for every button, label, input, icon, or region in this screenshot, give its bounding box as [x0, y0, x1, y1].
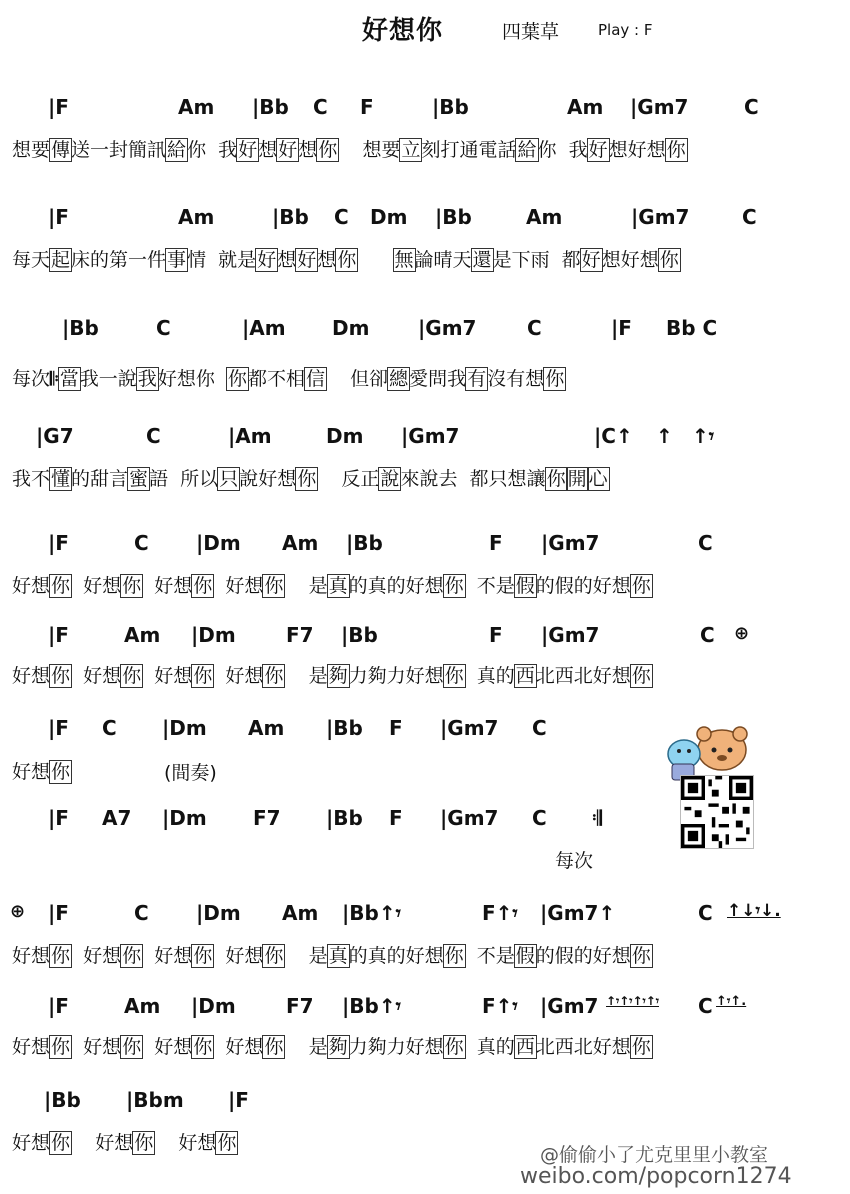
lyric-accent: 好 [257, 249, 277, 271]
chord: Am [248, 716, 285, 740]
lyric-line-11 [12, 1128, 237, 1155]
chord: F [389, 716, 403, 740]
chord: |F [48, 716, 69, 740]
chord: |Gm7↑ [540, 901, 616, 925]
chord: C [146, 424, 161, 448]
lyric-text: 每天 [12, 249, 51, 271]
chord: Am [282, 901, 319, 925]
lyric-accent: 蜜 [129, 468, 149, 490]
chord: |Bb [326, 716, 363, 740]
song-title: 好想你 [362, 16, 444, 46]
repeat-start-sign: 𝄆 [50, 369, 59, 390]
lyric-accent: 你 [337, 249, 357, 271]
lyric-text: 每次 [12, 368, 51, 390]
lyric-text: 好想 [225, 945, 264, 967]
lyric-text: 想好想 [608, 139, 666, 161]
lyric-text: 是 [308, 665, 328, 687]
chord: Am [282, 531, 319, 555]
lyric-text: 你 [187, 139, 207, 161]
lyric-text: 好想你 [157, 368, 215, 390]
lyric-text: 不是 [476, 945, 515, 967]
lyric-accent: 夠 [328, 1036, 348, 1058]
lyric-accent: 你 [545, 368, 565, 390]
chord: Am [567, 95, 604, 119]
chord-line-9 [0, 901, 850, 927]
qr-code [680, 775, 754, 849]
chord-line-6 [0, 623, 850, 649]
chord: C [698, 901, 713, 925]
lyric-accent: 你 [631, 945, 651, 967]
chord: C [742, 205, 757, 229]
chord: |F [48, 901, 69, 925]
lyric-accent: 我 [137, 368, 157, 390]
lyric-accent: 你 [227, 368, 247, 390]
chord: |Bb [346, 531, 383, 555]
lyric-text: 我 [218, 139, 238, 161]
lyric-text: 好想 [95, 1132, 134, 1154]
chord: |Gm7 [541, 531, 600, 555]
lyric-accent: 你 [264, 945, 284, 967]
chord: F↑𝄾 [482, 994, 518, 1018]
chord: |F [48, 994, 69, 1018]
chord: Bb C [666, 316, 718, 340]
lyric-accent: 你 [122, 945, 142, 967]
chord: C [700, 623, 715, 647]
chord: F7 [286, 994, 314, 1018]
chord: |Gm7 [401, 424, 460, 448]
lyric-text: 好想 [225, 575, 264, 597]
lyric-accent: 說 [380, 468, 400, 490]
lyric-accent: 你 [51, 1036, 71, 1058]
chord: F [489, 531, 503, 555]
chord: |Gm7 [630, 95, 689, 119]
chord: |G7 [36, 424, 74, 448]
lyric-text: 都 [561, 249, 581, 271]
lyric-text: 好想 [154, 575, 193, 597]
lyric-line-9 [12, 941, 652, 968]
lyric-text: 好想 [12, 1132, 51, 1154]
lyric-accent: 你 [134, 1132, 154, 1154]
lyric-accent: 你 [631, 575, 651, 597]
lyric-accent: 你 [122, 575, 142, 597]
lyric-text: 就是 [218, 249, 257, 271]
lyric-accent: 西 [515, 665, 535, 687]
lyric-text: 好想 [12, 1036, 51, 1058]
lyric-text: 好想 [83, 1036, 122, 1058]
lyric-accent: 你 [444, 665, 464, 687]
chord: |Dm [196, 531, 241, 555]
lyric-text: 想 [298, 139, 318, 161]
lyric-accent: 只 [219, 468, 239, 490]
chord: |Dm [196, 901, 241, 925]
lyric-text: 北西北好想 [535, 1036, 631, 1058]
chord: A7 [102, 806, 132, 830]
lyric-text: 我不 [12, 468, 51, 490]
chord: Am [178, 95, 215, 119]
lyric-text: 反正 [341, 468, 380, 490]
lyric-text: 說好想 [239, 468, 297, 490]
chord: |Am [242, 316, 286, 340]
lyric-accent: 假 [515, 945, 535, 967]
lyric-accent: 當 [59, 368, 79, 390]
lyric-accent: 你 [193, 945, 213, 967]
lyric-accent: 立 [401, 139, 421, 161]
chord: |Dm [191, 994, 236, 1018]
chord: |F [228, 1088, 249, 1112]
lyric-accent: 你 [444, 945, 464, 967]
lyric-text: 沒有想 [487, 368, 545, 390]
lyric-text: 但卻 [350, 368, 389, 390]
chord: |Bb [252, 95, 289, 119]
lyric-accent: 你 [193, 575, 213, 597]
lyric-accent: 給 [167, 139, 187, 161]
lyric-accent: 你 [444, 575, 464, 597]
lyric-accent: 你 [264, 665, 284, 687]
lyric-text: 好想 [225, 1036, 264, 1058]
lyric-accent: 你 [51, 1132, 71, 1154]
chord: Dm [370, 205, 408, 229]
chord: |Bb↑𝄾 [342, 994, 401, 1018]
lyric-text: 真的 [476, 1036, 515, 1058]
lyric-text: 語 [149, 468, 169, 490]
chord: C [334, 205, 349, 229]
lyric-text: 好想 [83, 945, 122, 967]
lyric-accent: 無 [394, 249, 414, 271]
chord: |F [611, 316, 632, 340]
chord: |Bbm [126, 1088, 184, 1112]
lyric-text: 的真的好想 [348, 945, 444, 967]
lyric-accent: 有 [467, 368, 487, 390]
chord: |F [48, 205, 69, 229]
lyric-text: 想 [277, 249, 297, 271]
lyric-accent: 開 [567, 468, 587, 490]
lyric-text: 床的第一件 [71, 249, 167, 271]
lyric-text: 好想 [178, 1132, 217, 1154]
lyric-accent: 你 [546, 468, 566, 490]
lyric-text: 力夠力好想 [348, 665, 444, 687]
lyric-accent: 起 [51, 249, 71, 271]
chord: F [489, 623, 503, 647]
chord: F [360, 95, 374, 119]
lyric-text: 想要 [362, 139, 401, 161]
chord: |Bb [326, 806, 363, 830]
chord: C [744, 95, 759, 119]
lyric-text: 好想 [12, 575, 51, 597]
chord: |Bb [62, 316, 99, 340]
lyric-accent: 你 [193, 665, 213, 687]
lyric-accent: 你 [51, 575, 71, 597]
lyric-accent: 好 [238, 139, 258, 161]
chord: C [134, 901, 149, 925]
lyric-accent: 你 [659, 249, 679, 271]
lyric-accent: 信 [305, 368, 325, 390]
lyric-text: 情 [187, 249, 207, 271]
chord: Am [124, 994, 161, 1018]
chord: |Bb [341, 623, 378, 647]
lyric-text: 想要 [12, 139, 51, 161]
chord: |Dm [162, 806, 207, 830]
chord-line-1 [0, 95, 850, 121]
lyric-text: 好想 [12, 665, 51, 687]
lyric-accent: 你 [318, 139, 338, 161]
play-key: Play : F [598, 21, 653, 39]
lyric-accent: 還 [472, 249, 492, 271]
lyric-text: 好想 [83, 665, 122, 687]
chord: F7 [286, 623, 314, 647]
lyric-text: 是下雨 [492, 249, 550, 271]
chord: C [156, 316, 171, 340]
watermark-url: weibo.com/popcorn1274 [520, 1164, 792, 1189]
chord: |Am [228, 424, 272, 448]
lyric-accent: 夠 [328, 665, 348, 687]
lyric-accent: 你 [51, 761, 71, 783]
chord: |C↑ [594, 424, 633, 448]
lyric-text: 想 [258, 139, 278, 161]
chord: C [698, 531, 713, 555]
lyric-text: 的真的好想 [348, 575, 444, 597]
lyric-line-2 [12, 245, 680, 272]
lyric-text: 論晴天 [414, 249, 472, 271]
lyric-text: 是 [308, 1036, 328, 1058]
chord: C [532, 716, 547, 740]
chord: Am [526, 205, 563, 229]
lyric-text: 都不相 [247, 368, 305, 390]
chord: C [313, 95, 328, 119]
chord-line-11 [0, 1088, 850, 1114]
repeat-end-sign: 𝄇 [592, 806, 602, 830]
lyric-text: 好想 [154, 945, 193, 967]
qr-pattern [681, 776, 753, 848]
lyric-text: 好想 [225, 665, 264, 687]
lyric-line-3 [12, 364, 565, 391]
lyric-text: 都只想讓 [469, 468, 546, 490]
lyric-accent: 假 [515, 575, 535, 597]
lyric-text: 力夠力好想 [348, 1036, 444, 1058]
strum-pattern: ↑↓𝄾↓. [727, 901, 781, 921]
chord: C [532, 806, 547, 830]
lyric-text: 的假的好想 [535, 945, 631, 967]
lyric-accent: 真 [328, 575, 348, 597]
lyric-accent: 給 [517, 139, 537, 161]
lyric-line-1 [12, 135, 687, 162]
lyric-accent: 懂 [51, 468, 71, 490]
lyric-text: 刻打通電話 [421, 139, 517, 161]
lyric-accent: 你 [122, 1036, 142, 1058]
chord: |Gm7 [541, 623, 600, 647]
lyric-accent: 你 [631, 1036, 651, 1058]
chord: |Dm [162, 716, 207, 740]
lyric-text: 真的 [476, 665, 515, 687]
chord-line-5 [0, 531, 850, 557]
chord: C [102, 716, 117, 740]
lyric-accent: 你 [631, 665, 651, 687]
chord: F7 [253, 806, 281, 830]
chord: |Gm7 [418, 316, 477, 340]
lyric-line-7 [12, 757, 71, 784]
lyric-text: 好想 [12, 761, 51, 783]
chord: |Gm7 [540, 994, 599, 1018]
lyric-accent: 你 [217, 1132, 237, 1154]
lyric-text: 來說去 [400, 468, 458, 490]
watermark-handle: @偷偷小了尤克里里小教室 [540, 1144, 769, 1166]
lyric-accent: 事 [167, 249, 187, 271]
lyric-accent: 你 [666, 139, 686, 161]
chord: Am [124, 623, 161, 647]
chord: |F [48, 531, 69, 555]
artist-name: 四葉草 [502, 21, 560, 43]
chord: |F [48, 623, 69, 647]
lyric-text: 好想 [154, 665, 193, 687]
lyric-text: 好想 [12, 945, 51, 967]
lyric-accent: 傳 [51, 139, 71, 161]
lyric-accent: 你 [297, 468, 317, 490]
chord: |Gm7 [440, 806, 499, 830]
lyric-accent: 好 [581, 249, 601, 271]
chord: |F [48, 806, 69, 830]
lyric-accent: 好 [297, 249, 317, 271]
lyric-accent: 好 [278, 139, 298, 161]
lyric-accent: 你 [264, 575, 284, 597]
lyric-accent: 總 [389, 368, 409, 390]
chord: C [698, 994, 713, 1018]
lyric-accent: 你 [193, 1036, 213, 1058]
lyric-accent: 西 [515, 1036, 535, 1058]
chord: |Bb [44, 1088, 81, 1112]
coda-sign: ⊕ [10, 901, 26, 922]
chord: |Dm [191, 623, 236, 647]
lyric-text: 你 [537, 139, 557, 161]
lyric-line-4 [12, 464, 609, 491]
chord: F [389, 806, 403, 830]
lyric-text: 我一說 [79, 368, 137, 390]
strum-pattern: ↑𝄾↑𝄾↑𝄾↑𝄾 [606, 994, 659, 1008]
chord: |F [48, 95, 69, 119]
lyric-line-6 [12, 661, 652, 688]
chord: Am [178, 205, 215, 229]
chord-line-10 [0, 994, 850, 1020]
lyric-line-10 [12, 1032, 652, 1059]
lyric-accent: 你 [122, 665, 142, 687]
lyric-accent: 你 [51, 665, 71, 687]
lyric-accent: 你 [51, 945, 71, 967]
lyric-text: 想好想 [601, 249, 659, 271]
chord: |Bb [435, 205, 472, 229]
chord: |Gm7 [440, 716, 499, 740]
lyric-text: 是 [308, 575, 328, 597]
chord: Dm [326, 424, 364, 448]
lyric-text: 我 [568, 139, 588, 161]
strum-pattern: ↑𝄾↑. [716, 994, 747, 1009]
chord-line-3 [0, 316, 850, 342]
lyric-text: 不是 [476, 575, 515, 597]
chord: ↑ [656, 424, 673, 448]
lyric-accent: 你 [444, 1036, 464, 1058]
chord: |Bb [272, 205, 309, 229]
chord: C [134, 531, 149, 555]
lyric-text: 是 [308, 945, 328, 967]
chord: F↑𝄾 [482, 901, 518, 925]
interlude-label: (間奏) [164, 762, 217, 784]
chord: C [527, 316, 542, 340]
lyric-text: 送一封簡訊 [71, 139, 167, 161]
lyric-text: 好想 [154, 1036, 193, 1058]
lyric-text: 想 [317, 249, 337, 271]
lyric-text: 好想 [83, 575, 122, 597]
lyric-text: 的甜言 [71, 468, 129, 490]
chord: Dm [332, 316, 370, 340]
lyric-accent: 心 [588, 468, 608, 490]
lyric-text: 愛問我 [409, 368, 467, 390]
chord-line-2 [0, 205, 850, 231]
chord: ↑𝄾 [692, 424, 715, 448]
chord-line-4 [0, 424, 850, 450]
lyric-accent: 好 [588, 139, 608, 161]
coda-sign: ⊕ [734, 623, 750, 644]
lyric-accent: 真 [328, 945, 348, 967]
lyric-text: 所以 [180, 468, 219, 490]
lyric-text: 的假的好想 [535, 575, 631, 597]
chord: |Bb↑𝄾 [342, 901, 401, 925]
chord: |Gm7 [631, 205, 690, 229]
repeat-back-label: 每次 [555, 850, 594, 872]
chord: |Bb [432, 95, 469, 119]
lyric-text: 北西北好想 [535, 665, 631, 687]
lyric-line-5 [12, 571, 652, 598]
lyric-accent: 你 [264, 1036, 284, 1058]
